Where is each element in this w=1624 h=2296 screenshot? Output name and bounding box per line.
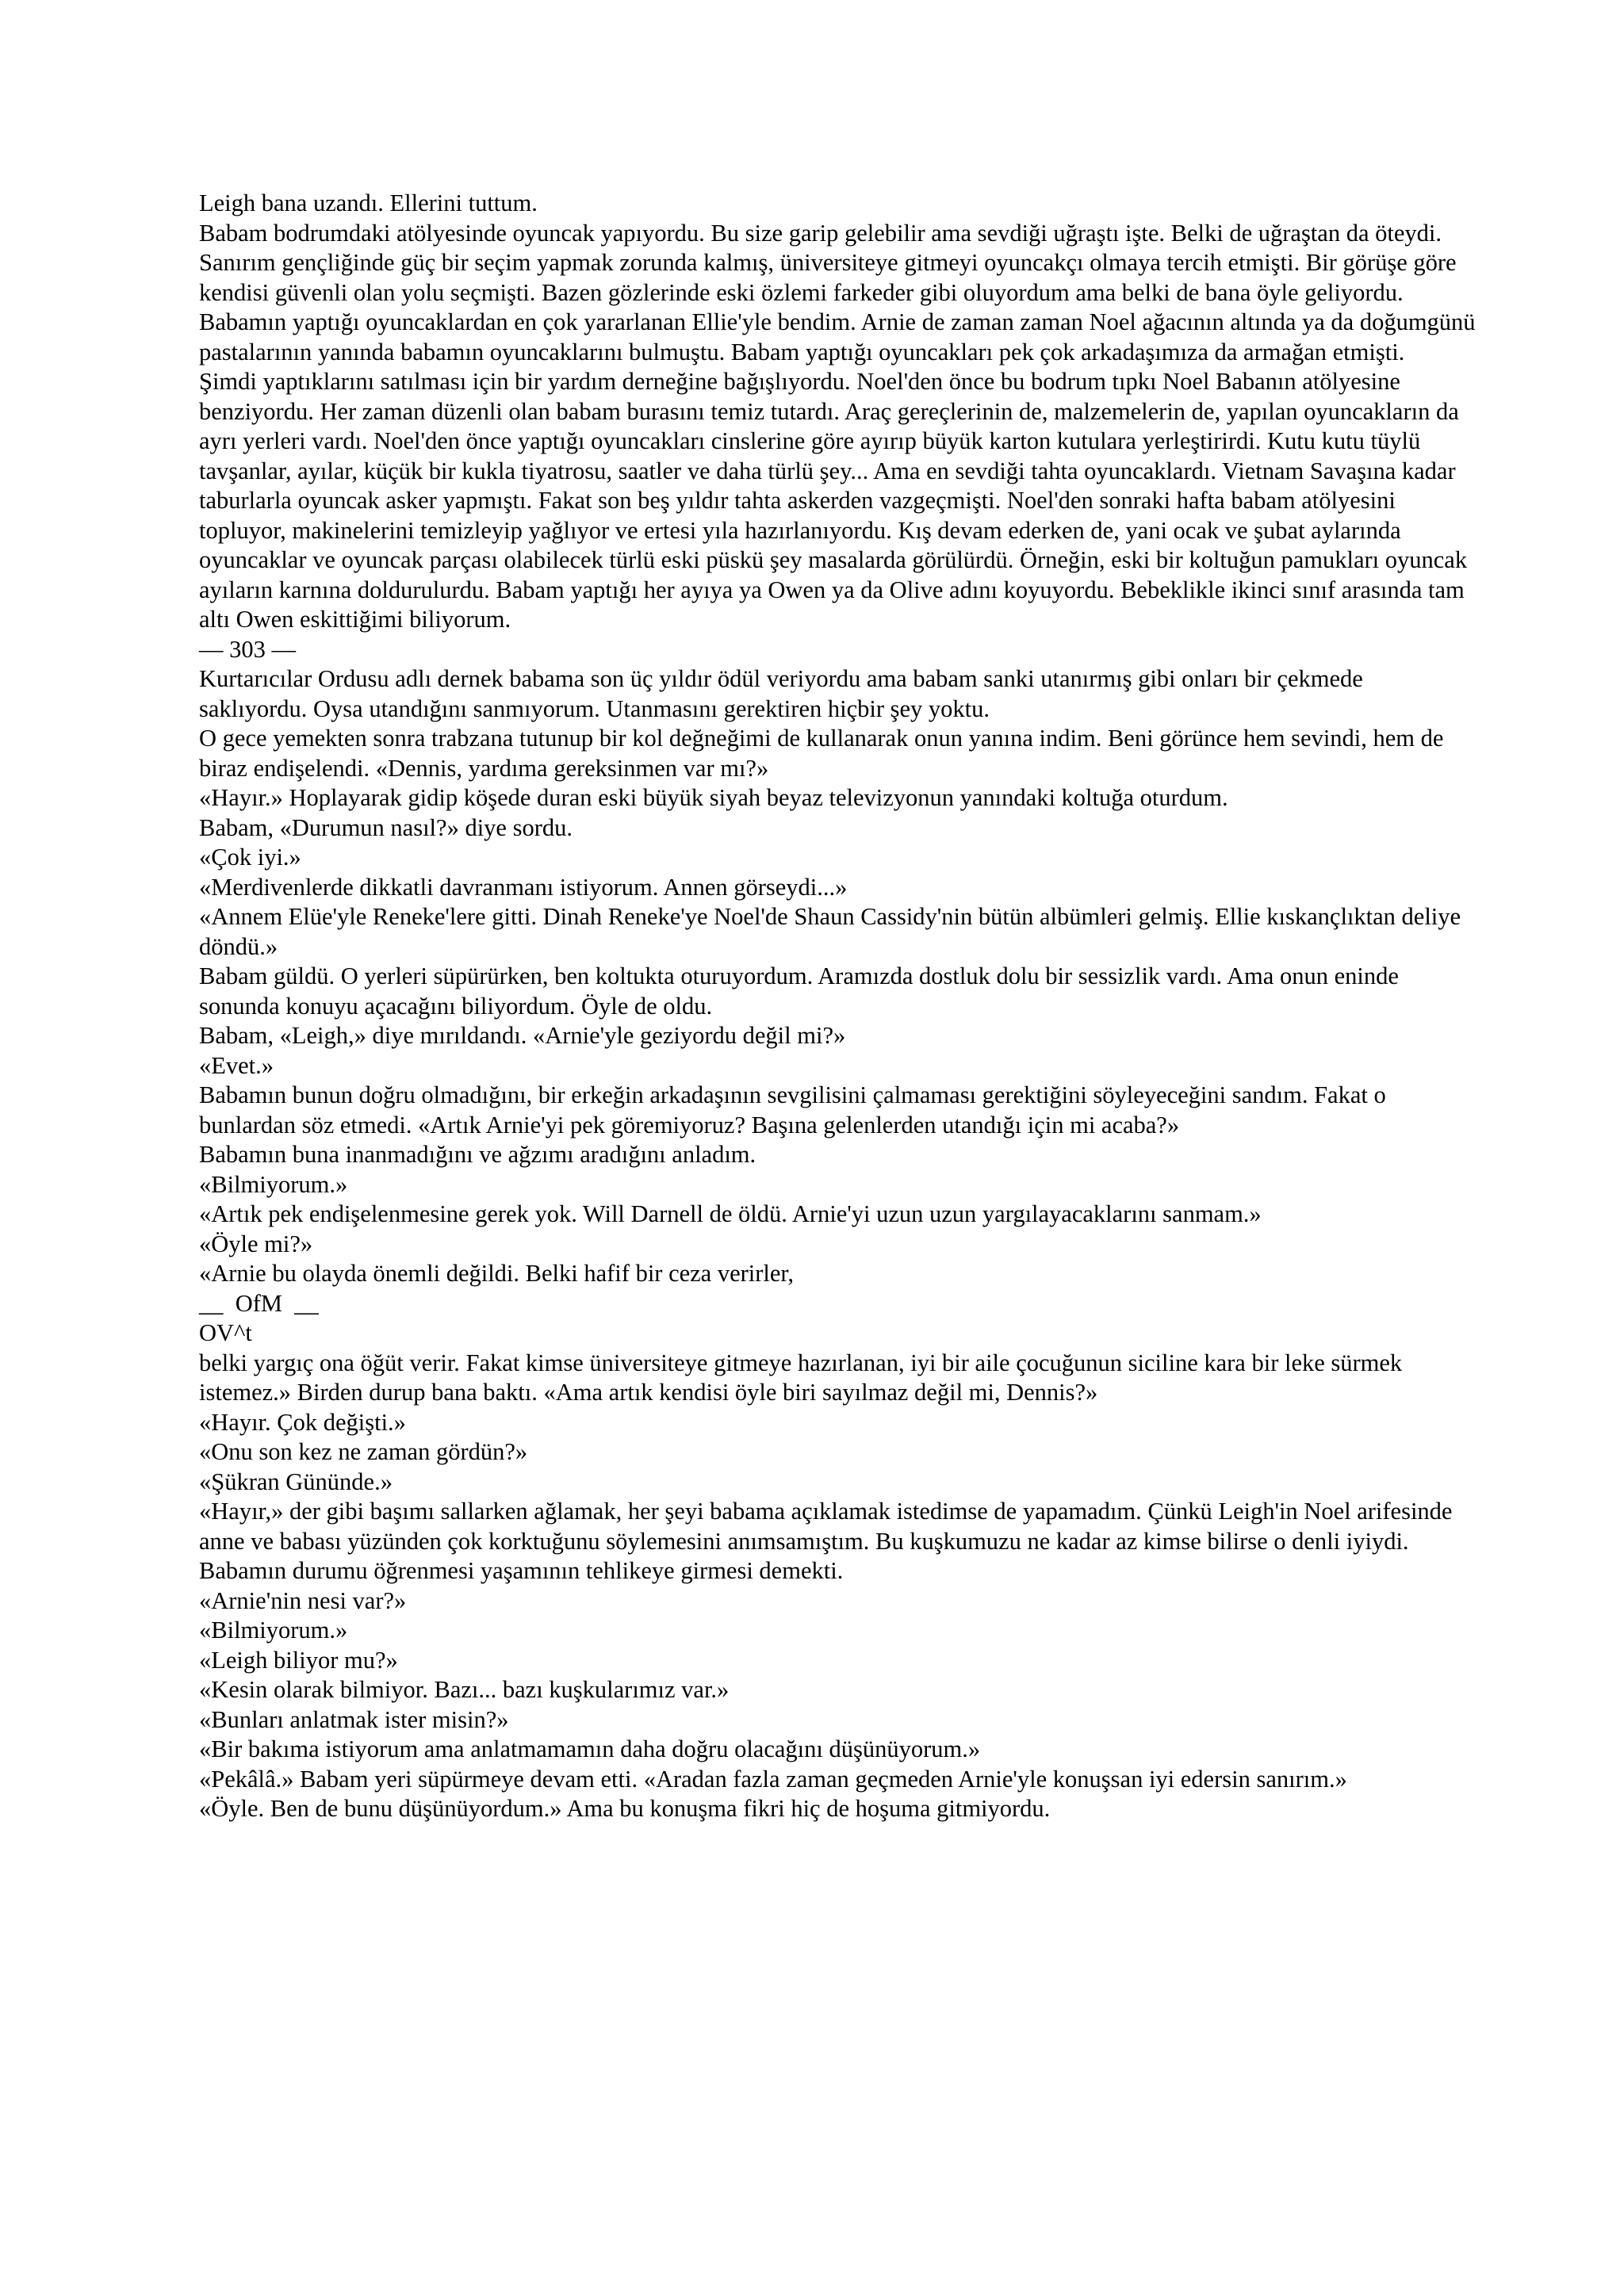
ocr-artifact: __ OfM __ xyxy=(199,1289,319,1317)
paragraph: «Bilmiyorum.» xyxy=(199,1170,348,1198)
paragraph: «Evet.» xyxy=(199,1051,274,1079)
paragraph: «Öyle. Ben de bunu düşünüyordum.» Ama bu konuşma fikri hiç de hoşuma gitmiyordu. xyxy=(199,1795,1051,1822)
paragraph: Babam güldü. O yerleri süpürürken, ben koltukta oturuyordum. Aramızda dostluk dolu bir sessizlik vardı. Ama onun eninde sonunda konuyu açacağını biliyordum. Öyle de oldu. xyxy=(199,962,1405,1020)
paragraph: «Öyle mi?» xyxy=(199,1230,313,1257)
paragraph: «Kesin olarak bilmiyor. Bazı... bazı kuşkularımız var.» xyxy=(199,1676,730,1703)
paragraph: «Merdivenlerde dikkatli davranmanı istiyorum. Annen görseydi...» xyxy=(199,873,848,901)
paragraph: belki yargıç ona öğüt verir. Fakat kimse üniversiteye gitmeye hazırlanan, iyi bir aile çocuğunun siciline kara bir leke sürmek istemez.» Birden durup bana baktı. «Ama artık kendisi öyle biri sayılmaz değil mi, Dennis?» xyxy=(199,1349,1408,1406)
paragraph: «Leigh biliyor mu?» xyxy=(199,1646,398,1674)
paragraph: Kurtarıcılar Ordusu adlı dernek babama son üç yıldır ödül veriyordu ama babam sanki utanırmış gibi onları bir çekmede saklıyordu. Oysa utandığını sanmıyorum. Utanmasını gerektiren hiçbir şey yoktu. xyxy=(199,665,1369,722)
paragraph: «Hayır,» der gibi başımı sallarken ağlamak, her şeyi babama açıklamak istedimse de yapamadım. Çünkü Leigh'in Noel arifesinde anne ve babası yüzünden çok korktuğunu söylemesini anımsamıştım. Bu kuşkumuzu ne kadar az kimse bilirse o denli iyiydi. Babamın durumu öğrenmesi yaşamının tehlikeye girmesi demekti. xyxy=(199,1498,1459,1584)
paragraph: «Çok iyi.» xyxy=(199,844,301,871)
ocr-artifact: OV^t xyxy=(199,1319,252,1346)
body-text xyxy=(199,189,1482,1824)
paragraph: «Arnie bu olayda önemli değildi. Belki hafif bir ceza verirler, xyxy=(199,1260,794,1287)
paragraph: Babamın bunun doğru olmadığını, bir erkeğin arkadaşının sevgilisini çalmaması gerektiğini söyleyeceğini sandım. Fakat o bunlardan söz etmedi. «Artık Arnie'yi pek göremiyoruz? Başına gelenlerden utandığı için mi acaba?» xyxy=(199,1081,1392,1138)
paragraph: «Hayır. Çok değişti.» xyxy=(199,1408,406,1436)
paragraph: Babam, «Durumun nasıl?» diye sordu. xyxy=(199,813,573,841)
paragraph: «Onu son kez ne zaman gördün?» xyxy=(199,1438,528,1465)
paragraph: «Bir bakıma istiyorum ama anlatmamamın daha doğru olacağını düşünüyorum.» xyxy=(199,1735,981,1762)
paragraph: «Arnie'nin nesi var?» xyxy=(199,1586,407,1614)
paragraph: «Annem Elüe'yle Reneke'lere gitti. Dinah Reneke'ye Noel'de Shaun Cassidy'nin bütün albümleri gelmiş. Ellie kıskançlıktan deliye döndü.» xyxy=(199,903,1467,960)
paragraph: Leigh bana uzandı. Ellerini tuttum. xyxy=(199,189,538,216)
paragraph: «Bilmiyorum.» xyxy=(199,1617,348,1644)
paragraph: «Bunları anlatmak ister misin?» xyxy=(199,1705,509,1733)
page-number: — 303 — xyxy=(199,635,296,663)
paragraph: Babamın buna inanmadığını ve ağzımı aradığını anladım. xyxy=(199,1141,756,1168)
paragraph: O gece yemekten sonra trabzana tutunup bir kol değneğimi de kullanarak onun yanına indim. Beni görünce hem sevindi, hem de biraz endişelendi. «Dennis, yardıma gereksinmen var mı?» xyxy=(199,725,1450,782)
paragraph: «Şükran Gününde.» xyxy=(199,1468,393,1495)
paragraph: «Artık pek endişelenmesine gerek yok. Will Darnell de öldü. Arnie'yi uzun uzun yargılayacaklarını sanmam.» xyxy=(199,1200,1262,1227)
paragraph: Şimdi yaptıklarını satılması için bir yardım derneğine bağışlıyordu. Noel'den önce bu bodrum tıpkı Noel Babanın atölyesine benziyordu. Her zaman düzenli olan babam burasını temiz tutardı. Araç gereçlerinin de, malzemelerin de, yapılan oyuncakların da ayrı yerleri vardı. Noel'den önce yaptığı oyuncakları cinslerine göre ayırıp büyük karton kutulara yerleştirirdi. Kutu kutu tüylü tavşanlar, ayılar, küçük bir kukla tiyatrosu, saatler ve daha türlü şey... Ama en sevdiği tahta oyuncaklardı. Vietnam Savaşına kadar taburlarla oyuncak asker yapmıştı. Fakat son beş yıldır tahta askerden vazgeçmişti. Noel'den sonraki hafta babam atölyesini topluyor, makinelerini temizleyip yağlıyor ve ertesi yıla hazırlanıyordu. Kış devam ederken de, yani ocak ve şubat aylarında oyuncaklar ve oyuncak parçası olabilecek türlü eski püskü şey masalarda görülürdü. Örneğin, eski bir koltuğun pamukları oyuncak ayıların karnına doldurulurdu. Babam yaptığı her ayıya ya Owen ya da Olive adını koyuyordu. Bebeklikle ikinci sınıf arasında tam altı Owen eskittiğimi biliyorum. xyxy=(199,368,1473,633)
paragraph: Babam bodrumdaki atölyesinde oyuncak yapıyordu. Bu size garip gelebilir ama sevdiği uğraştı işte. Belki de uğraştan da öteydi. Sanırım gençliğinde güç bir seçim yapmak zorunda kalmış, üniversiteye gitmeyi oyuncakçı olmaya tercih etmişti. Bir görüşe göre kendisi güvenli olan yolu seçmişti. Bazen gözlerinde eski özlemi farkeder gibi oluyordum ama belki de bana öyle geliyordu. xyxy=(199,219,1463,306)
paragraph: Babam, «Leigh,» diye mırıldandı. «Arnie'yle geziyordu değil mi?» xyxy=(199,1022,846,1049)
paragraph: Babamın yaptığı oyuncaklardan en çok yararlanan Ellie'yle bendim. Arnie de zaman zaman Noel ağacının altında ya da doğumgünü pastalarının yanında babamın oyuncaklarını bulmuştu. Babam yaptığı oyuncakları pek çok arkadaşımıza da armağan etmişti. xyxy=(199,308,1482,365)
paragraph: «Pekâlâ.» Babam yeri süpürmeye devam etti. «Aradan fazla zaman geçmeden Arnie'yle konuşsan iyi edersin sanırım.» xyxy=(199,1765,1347,1793)
paragraph: «Hayır.» Hoplayarak gidip köşede duran eski büyük siyah beyaz televizyonun yanındaki koltuğa oturdum. xyxy=(199,784,1228,811)
